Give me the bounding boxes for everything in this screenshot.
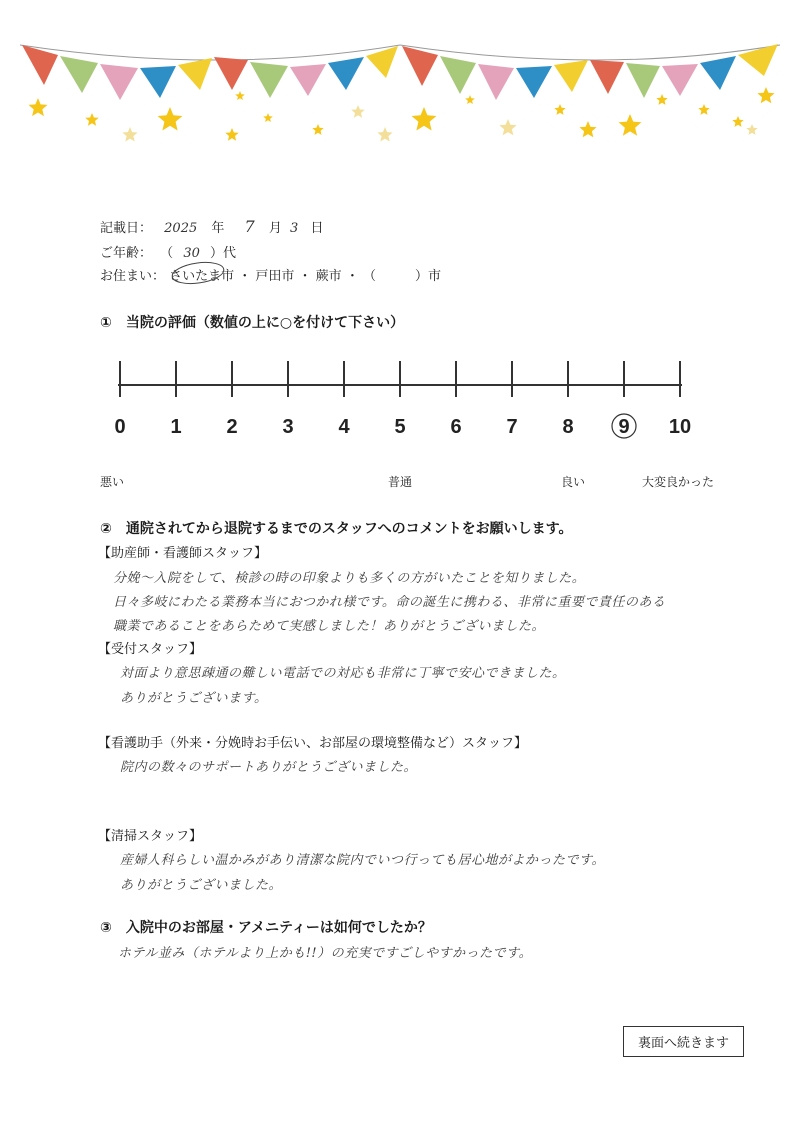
- scale-number: 4: [338, 416, 350, 438]
- star-decoration: [412, 107, 437, 131]
- flag: [214, 57, 248, 90]
- assistant-heading: 【看護助手（外来・分娩時お手伝い、お部屋の環境整備など）スタッフ】: [98, 736, 528, 751]
- scale-number: 10: [668, 416, 692, 438]
- star-decoration: [554, 104, 565, 115]
- midwife-comment-line: 分娩〜入院をして、検診の時の印象よりも多くの方がいたことを知りました。: [113, 571, 586, 586]
- reception-comment-line: ありがとうございます。: [120, 691, 268, 706]
- day-unit: 日: [310, 221, 324, 236]
- star-decoration: [757, 87, 774, 103]
- scale-number: 2: [226, 416, 238, 438]
- rating-title: ① 当院の評価（数値の上に○を付けて下さい）: [100, 315, 405, 331]
- flag: [440, 56, 476, 94]
- flag: [662, 64, 698, 96]
- bunting-decoration: [0, 0, 800, 170]
- flag: [140, 66, 176, 98]
- flag: [402, 46, 438, 86]
- star-decoration: [158, 107, 183, 131]
- scale-number: 9: [618, 416, 630, 438]
- flag: [626, 63, 660, 98]
- amenity-answer: ホテル並み（ホテルより上かも!!）の充実ですごしやすかったです。: [118, 946, 533, 961]
- star-decoration: [377, 127, 392, 142]
- star-decoration: [122, 127, 137, 142]
- star-decoration: [732, 116, 743, 127]
- star-decoration: [263, 113, 273, 122]
- rating-scale: [100, 355, 720, 445]
- scale-number: 3: [282, 416, 294, 438]
- scale-number: 5: [394, 416, 406, 438]
- star-decoration: [499, 119, 516, 135]
- label-bad: 悪い: [100, 475, 125, 489]
- label-normal: 普通: [388, 475, 413, 489]
- star-decoration: [29, 98, 48, 116]
- flag: [60, 56, 98, 93]
- flag: [250, 62, 288, 98]
- flag: [290, 64, 326, 96]
- reception-heading: 【受付スタッフ】: [98, 642, 203, 657]
- date-month: 7: [244, 217, 255, 236]
- flag: [100, 64, 138, 100]
- scale-number: 0: [114, 416, 126, 438]
- age-open: （: [160, 246, 174, 261]
- star-decoration: [579, 121, 596, 137]
- year-unit: 年: [211, 221, 225, 236]
- midwife-heading: 【助産師・看護師スタッフ】: [98, 546, 268, 561]
- star-decoration: [619, 114, 642, 136]
- label-very-good: 大変良かった: [642, 475, 715, 489]
- flag: [516, 66, 552, 98]
- midwife-comment-line: 日々多岐にわたる業務本当におつかれ様です。命の誕生に携わる、非常に重要で責任のある: [113, 595, 666, 610]
- age-value: 30: [183, 246, 200, 261]
- date-day: 3: [290, 221, 299, 236]
- flag: [478, 64, 514, 100]
- flag: [366, 46, 398, 78]
- residence-label: お住まい：: [100, 269, 166, 284]
- cleaning-comment-line: 産婦人科らしい温かみがあり清潔な院内でいつ行っても居心地がよかったです。: [120, 853, 605, 868]
- cleaning-heading: 【清掃スタッフ】: [98, 829, 203, 844]
- flag: [590, 60, 624, 94]
- month-unit: 月: [268, 221, 282, 236]
- comments-title: ② 通院されてから退院するまでのスタッフへのコメントをお願いします。: [100, 521, 573, 537]
- star-decoration: [225, 128, 238, 141]
- date-label: 記載日：: [100, 221, 153, 236]
- amenity-title: ③ 入院中のお部屋・アメニティーは如何でしたか？: [100, 920, 432, 936]
- star-decoration: [235, 91, 245, 100]
- star-decoration: [312, 124, 323, 135]
- star-decoration: [698, 104, 709, 115]
- scale-number: 7: [506, 416, 518, 438]
- scale-number: 6: [450, 416, 462, 438]
- star-decoration: [85, 113, 98, 126]
- label-good: 良い: [561, 475, 586, 489]
- flag: [178, 58, 212, 90]
- flag: [22, 45, 58, 85]
- residence-options: さいたま市 ・ 戸田市 ・ 蕨市 ・ （ ）市: [169, 269, 441, 284]
- residence-circle-mark: [168, 260, 228, 286]
- scale-number: 1: [170, 416, 182, 438]
- age-label: ご年齢：: [100, 246, 153, 261]
- star-decoration: [351, 105, 364, 118]
- age-close: ）代: [210, 246, 237, 261]
- continue-on-back-note: 裏面へ続きます: [623, 1026, 744, 1057]
- star-decoration: [465, 95, 475, 104]
- bunting-string-left: [20, 45, 400, 60]
- date-year: 2025: [164, 221, 198, 236]
- star-decoration: [656, 94, 667, 105]
- flag: [328, 57, 364, 90]
- cleaning-comment-line: ありがとうございました。: [120, 878, 283, 893]
- flag: [700, 56, 736, 90]
- scale-number: 8: [562, 416, 574, 438]
- reception-comment-line: 対面より意思疎通の難しい電話での対応も非常に丁寧で安心できました。: [120, 666, 566, 681]
- midwife-comment-line: 職業であることをあらためて実感しました！ありがとうございました。: [113, 619, 546, 634]
- flag: [554, 60, 588, 92]
- bunting-string-right: [400, 45, 780, 60]
- assistant-comment-line: 院内の数々のサポートありがとうございました。: [120, 760, 418, 775]
- star-decoration: [746, 124, 757, 135]
